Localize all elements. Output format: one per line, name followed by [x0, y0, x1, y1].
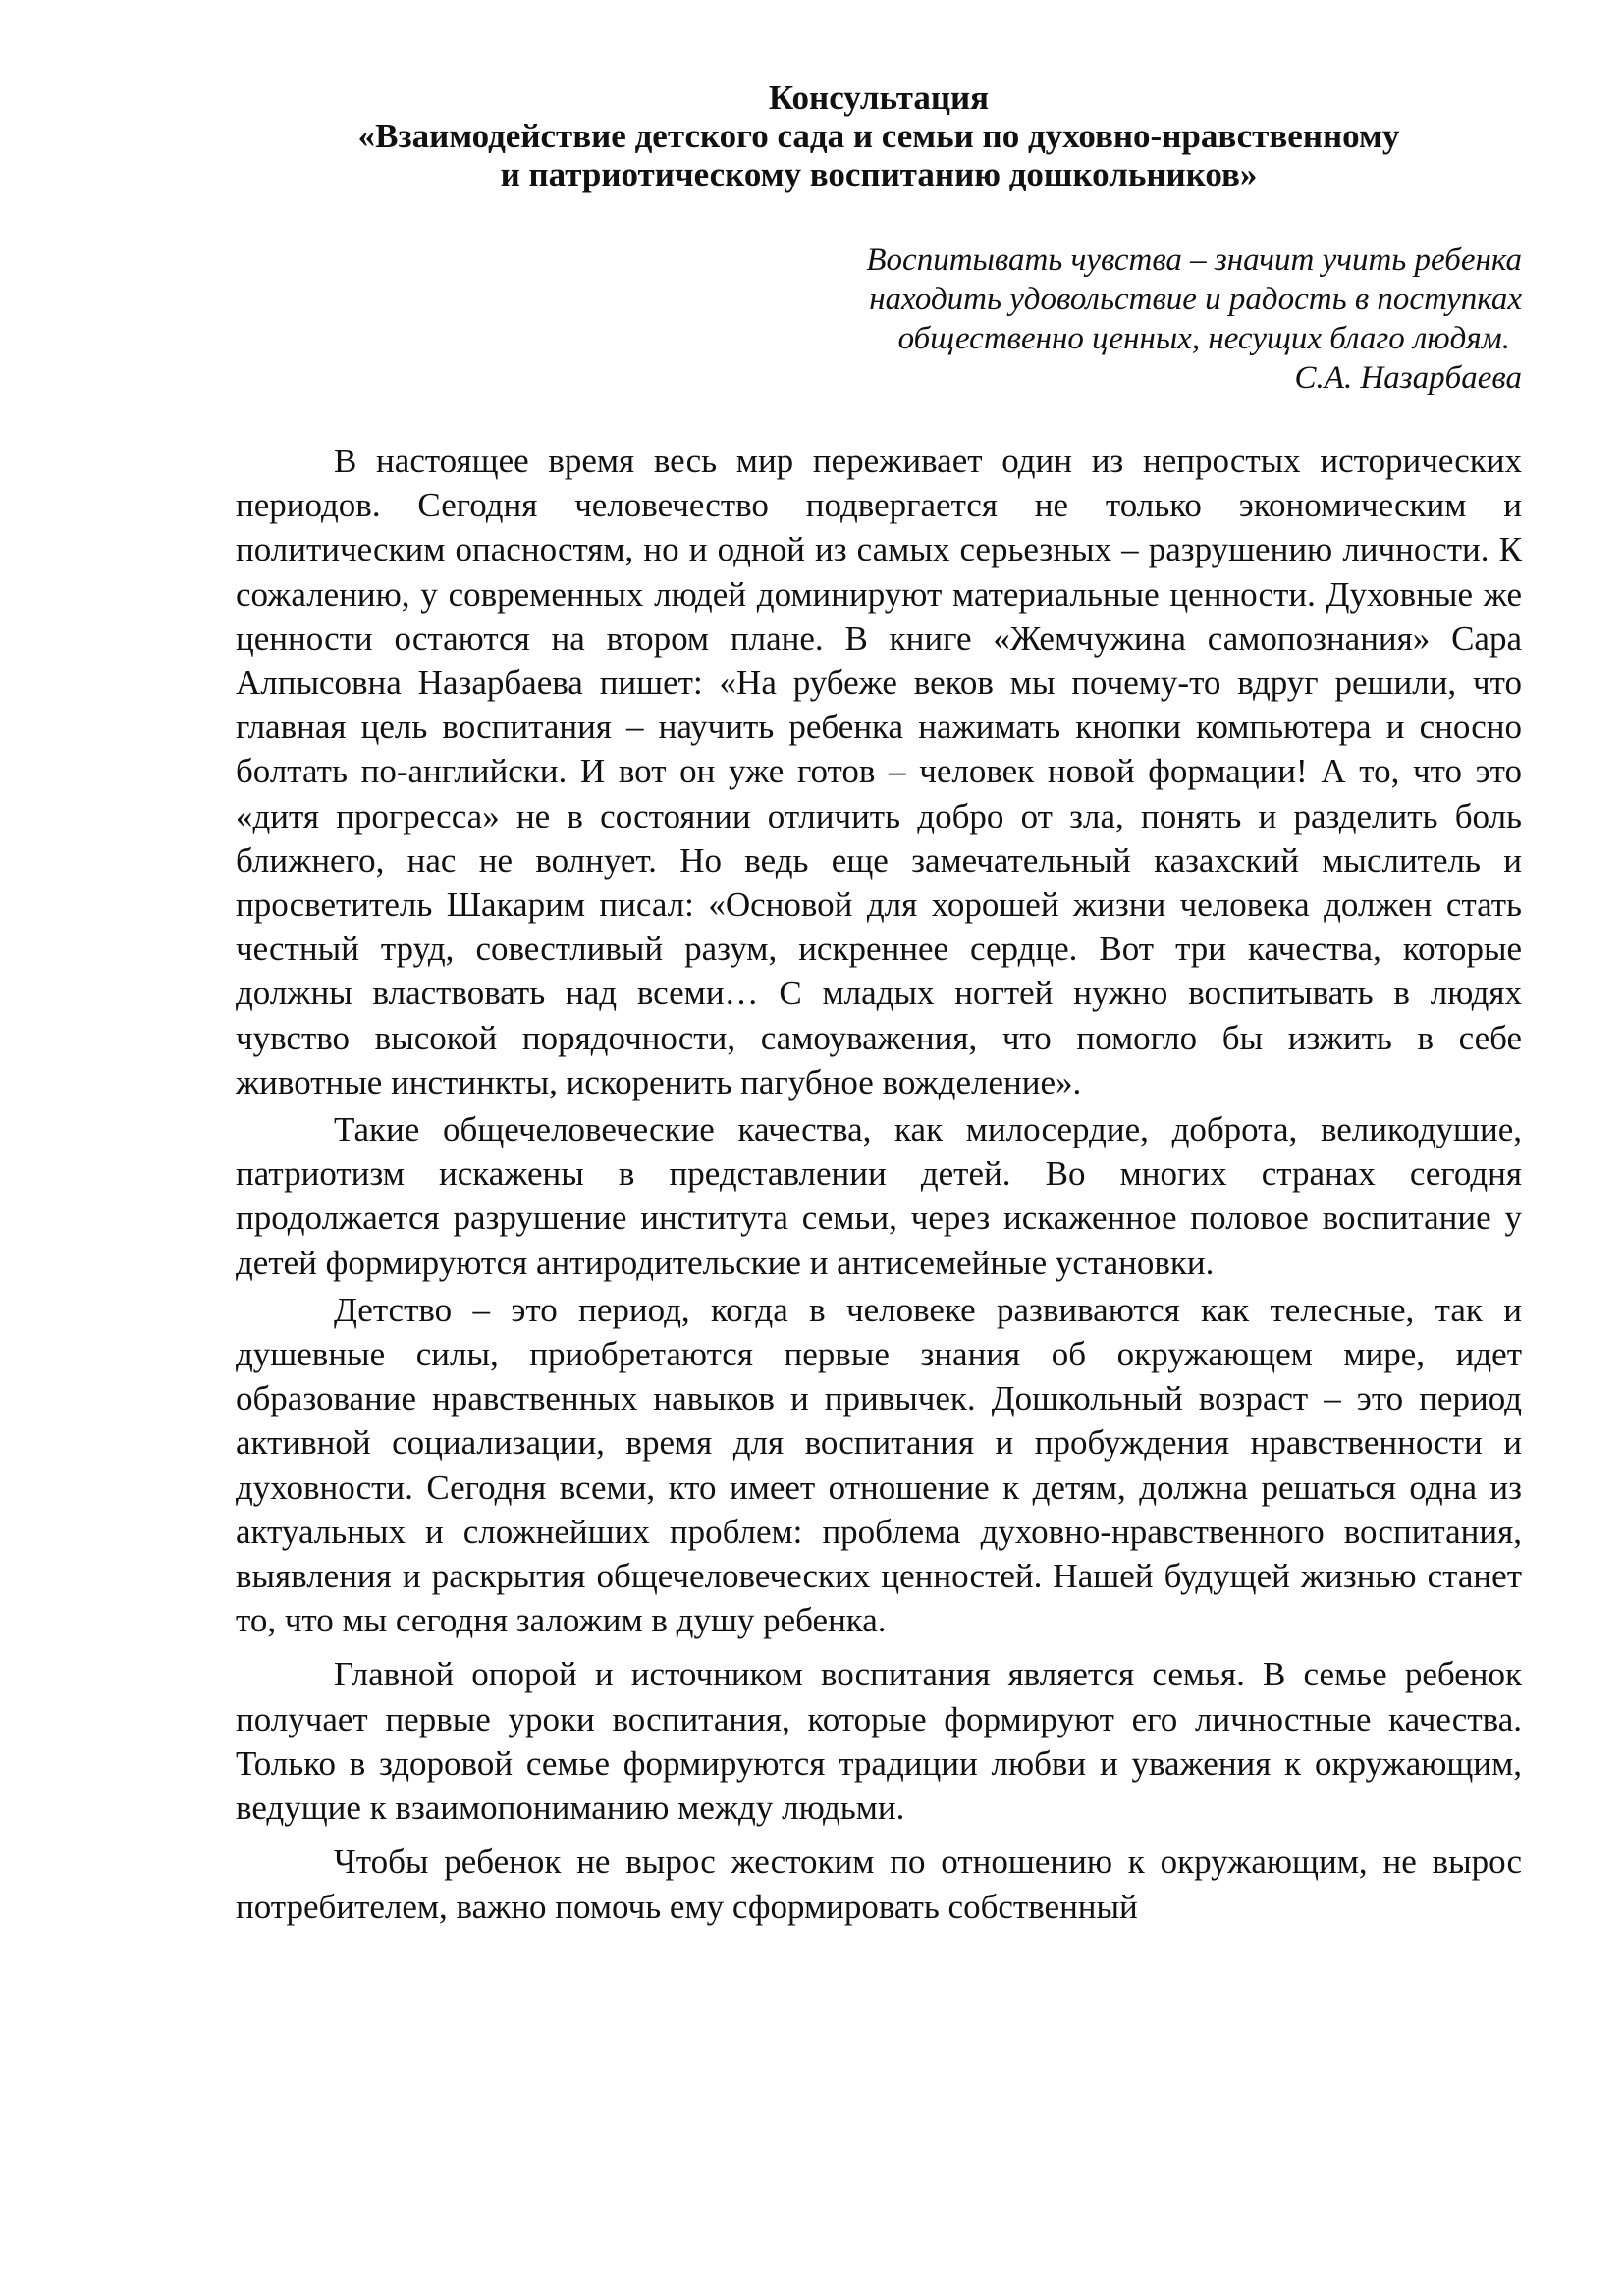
paragraph-1: В настоящее время весь мир переживает один из непростых исторических периодов. Сегодня человечество подвергается не только экономическим и политическим опасностям, но и одной из самых серьезных – разрушению личности. К сожалению, у современных людей доминируют материальные ценности. Духовные же ценности остаются на втором плане. В книге «Жемчужина самопознания» Сара Алпысовна Назарбаева пишет: «На рубеже веков мы почему-то вдруг решили, что главная цель воспитания – научить ребенка нажимать кнопки компьютера и сносно болтать по-английски. И вот он уже готов – человек новой формации! А то, что это «дитя прогресса» не в состоянии отличить добро от зла, понять и разделить боль ближнего, нас не волнует. Но ведь еще замечательный казахский мыслитель и просветитель Шакарим писал: «Основой для хорошей жизни человека должен стать честный труд, совестливый разум, искреннее сердце. Вот три качества, которые должны властвовать над всеми… С младых ногтей нужно воспитывать в людях чувство высокой порядочности, самоуважения, что помогло бы изжить в себе животные инстинкты, искоренить пагубное вожделение».: [236, 442, 1522, 1101]
epigraph-line-2: находить удовольствие и радость в поступках: [869, 282, 1522, 317]
document-heading: [236, 79, 1522, 193]
paragraph-2: Такие общечеловеческие качества, как милосердие, доброта, великодушие, патриотизм искажены в представлении детей. Во многих странах сегодня продолжается разрушение института семьи, через искаженное половое воспитание у детей формируются антиродительские и антисемейные установки.: [236, 1110, 1522, 1282]
document-body: [236, 439, 1522, 1929]
heading-title-line-1: «Взаимодействие детского сада и семьи по духовно-нравственному: [357, 117, 1400, 155]
epigraph-author: С.А. Назарбаева: [1294, 360, 1522, 396]
epigraph: [236, 240, 1522, 398]
heading-title-line-2: и патриотическому воспитанию дошкольников»: [500, 155, 1258, 193]
heading-label: Консультация: [768, 79, 990, 117]
paragraph-3: Детство – это период, когда в человеке развиваются как телесные, так и душевные силы, приобретаются первые знания об окружающем мире, идет образование нравственных навыков и привычек. Дошкольный возраст – это период активной социализации, время для воспитания и пробуждения нравственности и духовности. Сегодня всеми, кто имеет отношение к детям, должна решаться одна из актуальных и сложнейших проблем: проблема духовно-нравственного воспитания, выявления и раскрытия общечеловеческих ценностей. Нашей будущей жизнью станет то, что мы сегодня заложим в душу ребенка.: [236, 1290, 1522, 1640]
document-page: [236, 79, 1522, 1929]
epigraph-line-1: Воспитывать чувства – значит учить ребенка: [866, 242, 1522, 278]
paragraph-5: Чтобы ребенок не вырос жестоким по отношению к окружающим, не вырос потребителем, важно помочь ему сформировать собственный: [236, 1842, 1522, 1926]
paragraph-4: Главной опорой и источником воспитания является семья. В семье ребенок получает первые уроки воспитания, которые формируют его личностные качества. Только в здоровой семье формируются традиции любви и уважения к окружающим, ведущие к взаимопониманию между людьми.: [236, 1655, 1522, 1828]
epigraph-line-3: общественно ценных, несущих благо людям.: [897, 321, 1510, 356]
